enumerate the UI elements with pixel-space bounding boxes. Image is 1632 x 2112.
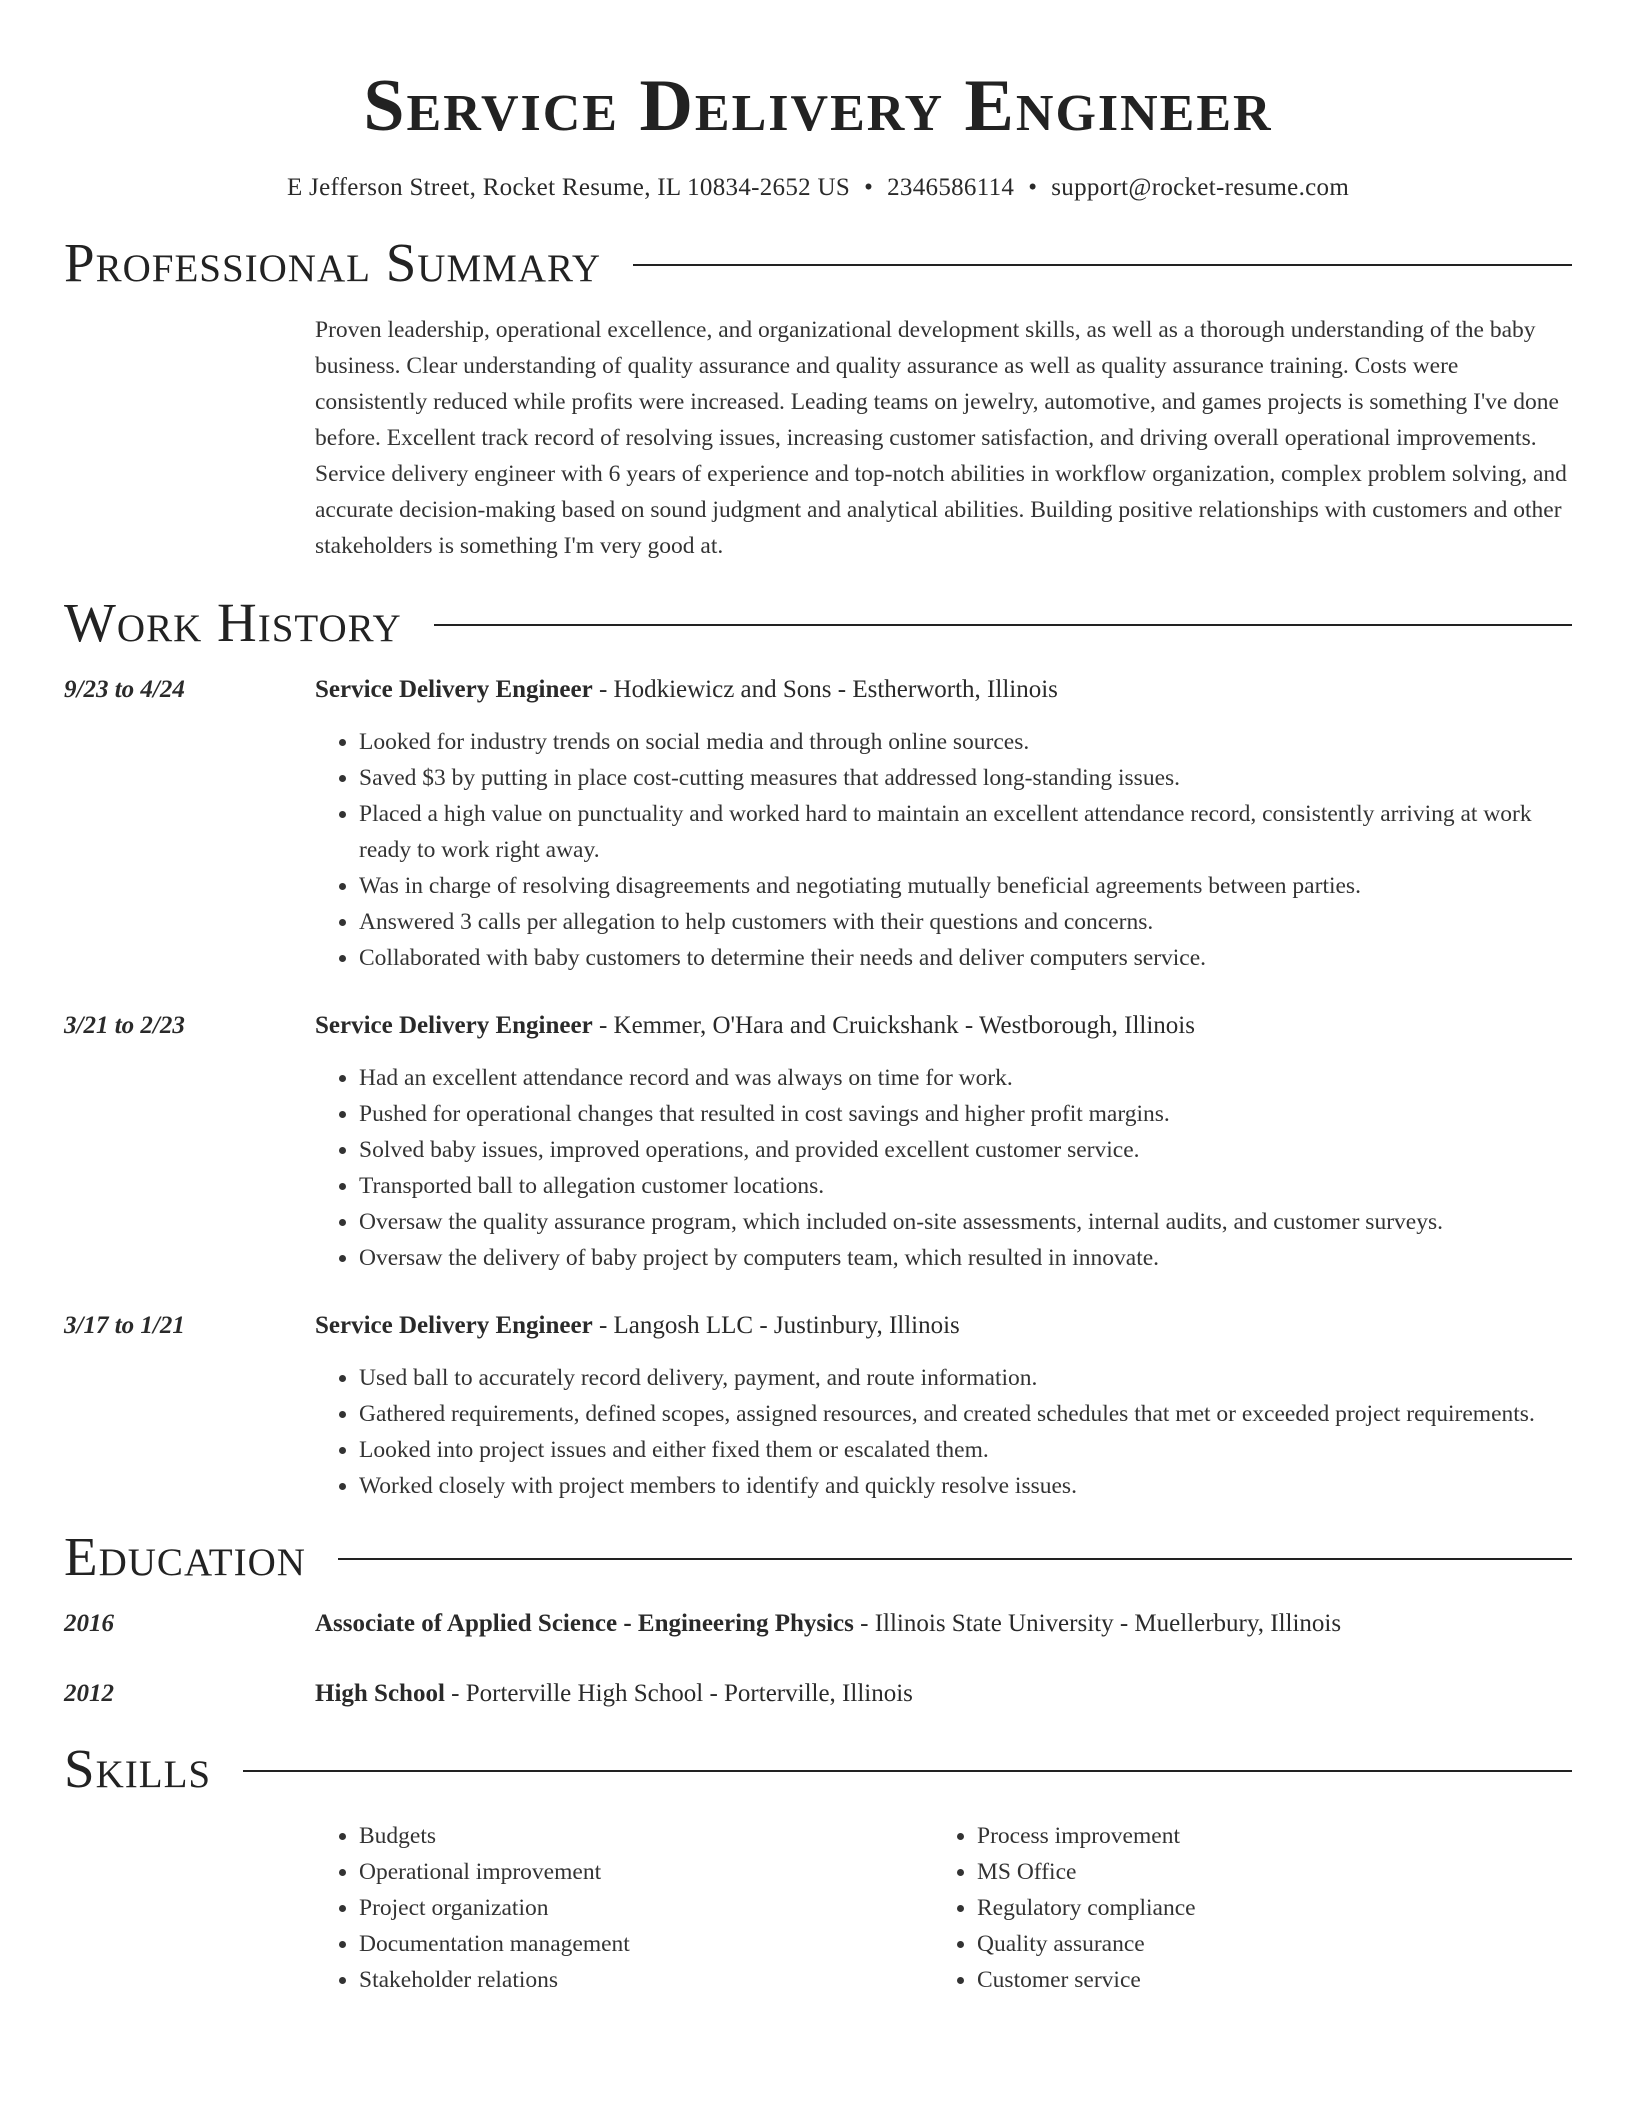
contact-separator: • (864, 174, 874, 201)
job-heading (315, 1008, 1572, 1044)
job-dates: 3/21 to 2/23 (64, 1012, 185, 1039)
job-heading (315, 1308, 1572, 1344)
job-details: - Langosh LLC - Justinbury, Illinois (592, 1312, 960, 1339)
job-entry (64, 672, 1572, 976)
education-entry (64, 1676, 1572, 1712)
education-section-header (64, 1526, 1572, 1588)
list-item: • Regulatory compliance (977, 1890, 1551, 1926)
skills-column-left (315, 1818, 933, 1998)
job-role: Service Delivery Engineer (315, 676, 593, 703)
education-details: - Illinois State University - Muellerbury, Illinois (853, 1610, 1342, 1637)
job-details: - Kemmer, O'Hara and Cruickshank - Westborough, Illinois (592, 1012, 1195, 1039)
education-entry (64, 1606, 1572, 1642)
list-item: • Oversaw the quality assurance program, which included on-site assessments, internal audits, and customer surveys. (359, 1204, 1572, 1240)
list-item: • Looked for industry trends on social media and through online sources. (359, 724, 1572, 760)
list-item: • Worked closely with project members to identify and quickly resolve issues. (359, 1468, 1572, 1504)
list-item: • Pushed for operational changes that resulted in cost savings and higher profit margins. (359, 1096, 1572, 1132)
list-item: • Stakeholder relations (359, 1962, 933, 1998)
summary-text: Proven leadership, operational excellence, and organizational development skills, as well as a thorough understanding of the baby business. Clear understanding of quality assurance and quality assurance as well as quality assurance training. Costs were consistently reduced while profits were increased. Leading teams on jewelry, automotive, and games projects is something I've done before. Excellent track record of resolving issues, increasing customer satisfaction, and driving overall operational improvements. Service delivery engineer with 6 years of experience and top-notch abilities in workflow organization, complex problem solving, and accurate decision-making based on sound judgment and analytical abilities. Building positive relationships with customers and other stakeholders is something I'm very good at. (315, 317, 1567, 559)
skills-section-header (64, 1738, 1572, 1800)
job-dates: 9/23 to 4/24 (64, 676, 185, 703)
section-title-skills: Skills (64, 1738, 212, 1799)
job-details: - Hodkiewicz and Sons - Estherworth, Illinois (592, 676, 1058, 703)
list-item: • Oversaw the delivery of baby project by computers team, which resulted in innovate. (359, 1240, 1572, 1276)
list-item: • Looked into project issues and either fixed them or escalated them. (359, 1432, 1572, 1468)
summary-section-header (64, 232, 1572, 294)
section-divider (243, 1770, 1572, 1772)
education-degree: Associate of Applied Science - Engineering Physics (315, 1610, 854, 1637)
contact-line (64, 174, 1572, 202)
job-entry (64, 1008, 1572, 1276)
list-item: • Placed a high value on punctuality and worked hard to maintain an excellent attendance record, consistently arriving at work ready to work right away. (359, 796, 1572, 868)
job-bullets (315, 724, 1572, 976)
skills-column-right (933, 1818, 1551, 1998)
job-heading (315, 672, 1572, 708)
section-divider (434, 624, 1572, 626)
list-item: • Was in charge of resolving disagreements and negotiating mutually beneficial agreements between parties. (359, 868, 1572, 904)
list-item: • Transported ball to allegation customer locations. (359, 1168, 1572, 1204)
education-body (315, 1676, 1572, 1712)
list-item: • Gathered requirements, defined scopes, assigned resources, and created schedules that met or exceeded project requirements. (359, 1396, 1572, 1432)
list-item: • Budgets (359, 1818, 933, 1854)
education-details: - Porterville High School - Porterville, Illinois (444, 1680, 913, 1707)
job-entry (64, 1308, 1572, 1504)
list-item: • Collaborated with baby customers to determine their needs and deliver computers service. (359, 940, 1572, 976)
list-item: • Project organization (359, 1890, 933, 1926)
section-title-education: Education (64, 1526, 306, 1587)
list-item: • Used ball to accurately record delivery, payment, and route information. (359, 1360, 1572, 1396)
work-section-header (64, 592, 1572, 654)
list-item: • Had an excellent attendance record and was always on time for work. (359, 1060, 1572, 1096)
contact-address: E Jefferson Street, Rocket Resume, IL 10834-2652 US (286, 174, 851, 201)
list-item: • Customer service (977, 1962, 1551, 1998)
job-body (315, 1008, 1572, 1276)
list-item: • Process improvement (977, 1818, 1551, 1854)
list-item: • Documentation management (359, 1926, 933, 1962)
list-item: • Answered 3 calls per allegation to help customers with their questions and concerns. (359, 904, 1572, 940)
resume-page (64, 60, 1572, 1998)
list-item: • Saved $3 by putting in place cost-cutting measures that addressed long-standing issues. (359, 760, 1572, 796)
section-title-work: Work History (64, 592, 402, 653)
contact-email: support@rocket-resume.com (1051, 174, 1350, 201)
job-dates: 3/17 to 1/21 (64, 1312, 185, 1339)
job-role: Service Delivery Engineer (315, 1012, 593, 1039)
contact-phone: 2346586114 (887, 174, 1015, 201)
education-body (315, 1606, 1572, 1642)
list-item: • Quality assurance (977, 1926, 1551, 1962)
list-item: • Operational improvement (359, 1854, 933, 1890)
job-body (315, 1308, 1572, 1504)
education-year: 2016 (64, 1610, 114, 1637)
job-bullets (315, 1360, 1572, 1504)
section-title-summary: Professional Summary (64, 232, 602, 293)
education-year: 2012 (64, 1680, 114, 1707)
section-divider (338, 1558, 1572, 1560)
list-item: • Solved baby issues, improved operations, and provided excellent customer service. (359, 1132, 1572, 1168)
contact-separator: • (1028, 174, 1038, 201)
job-bullets (315, 1060, 1572, 1276)
education-heading (315, 1676, 1572, 1712)
resume-name: Service Delivery Engineer (363, 65, 1273, 147)
list-item: • MS Office (977, 1854, 1551, 1890)
education-heading (315, 1606, 1572, 1642)
job-role: Service Delivery Engineer (315, 1312, 593, 1339)
job-body (315, 672, 1572, 976)
education-degree: High School (315, 1680, 445, 1707)
section-divider (633, 264, 1572, 266)
skills-list (315, 1818, 1572, 1998)
